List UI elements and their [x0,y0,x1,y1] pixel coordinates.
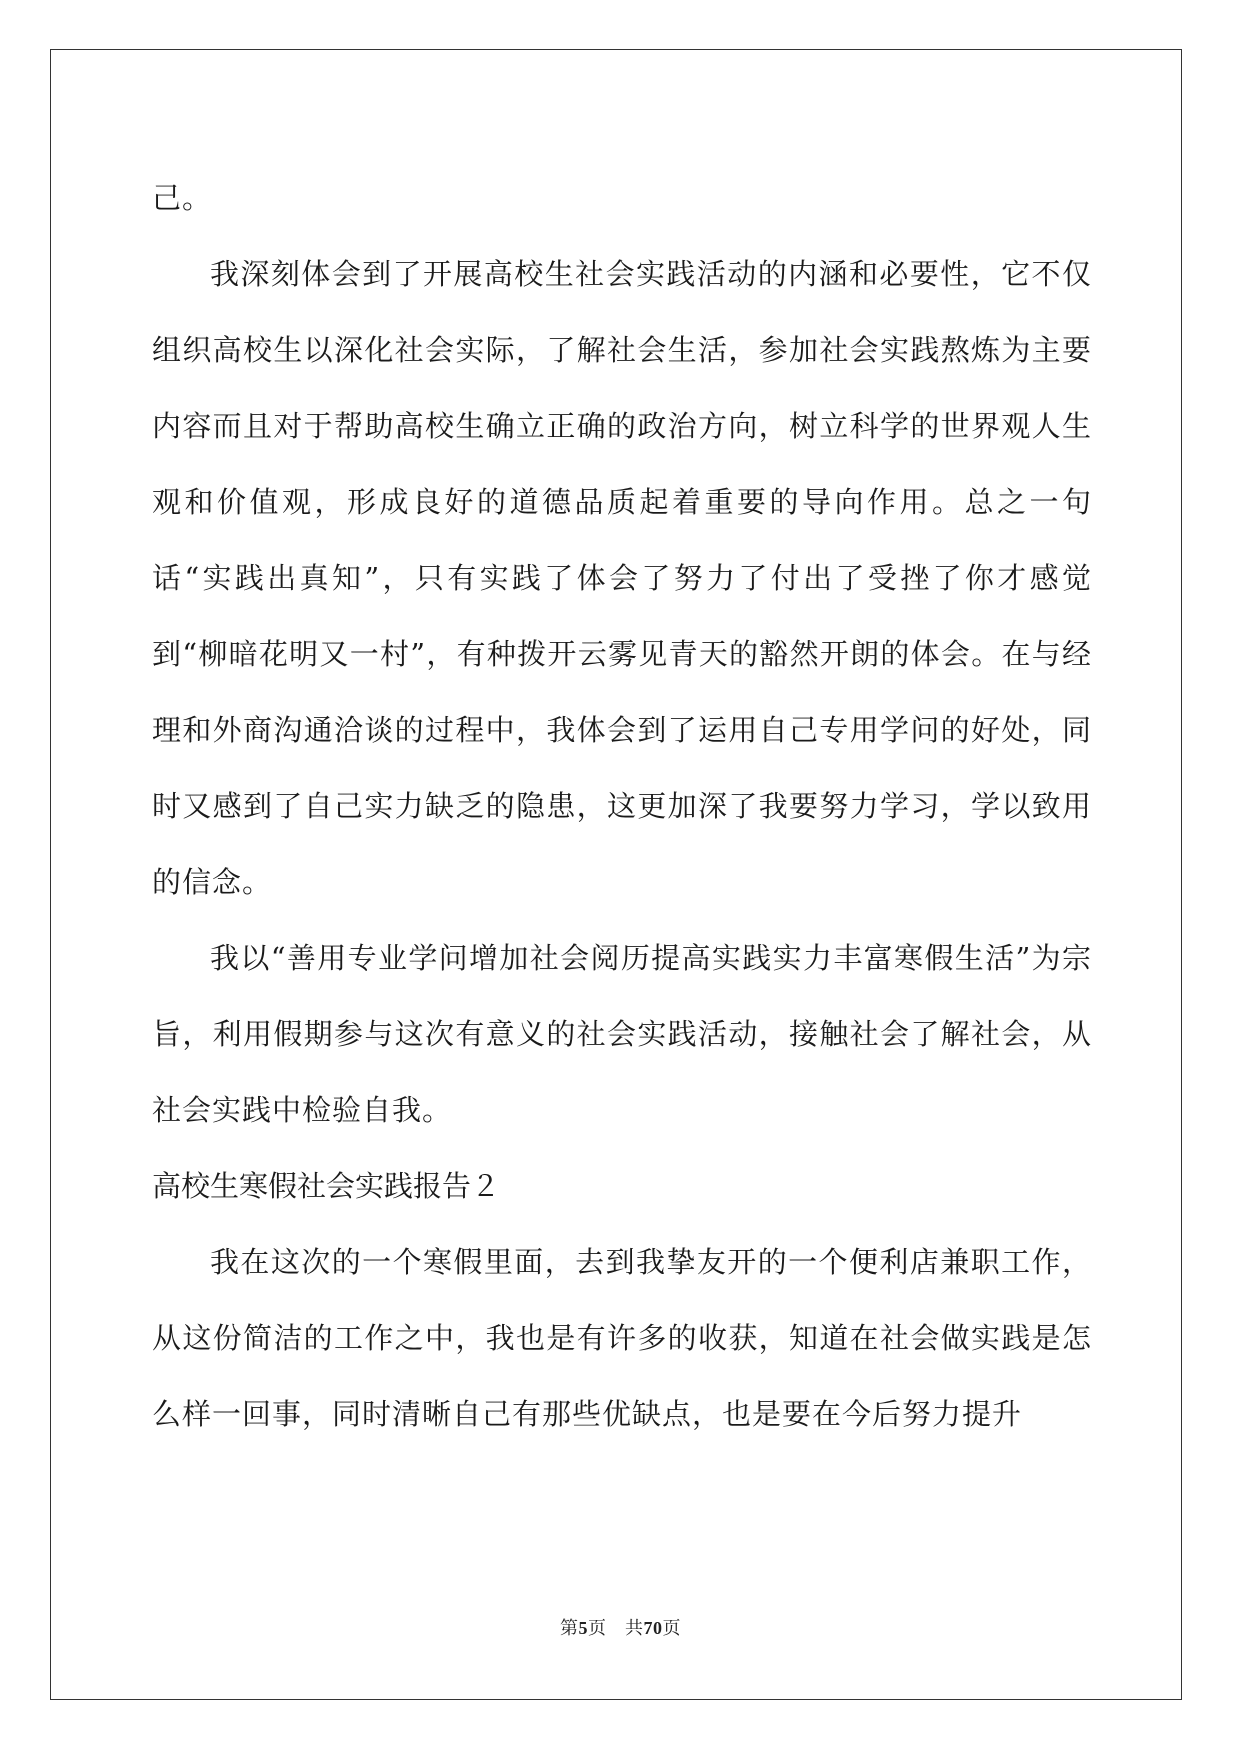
paragraph-continuation: 己。 [152,181,213,215]
paragraph-purpose: 我以“善用专业学问增加社会阅历提高实践实力丰富寒假生活”为宗旨，利用假期参与这次有意义的社会实践活动，接触社会了解社会，从社会实践中检验自我。 [152,941,1092,1127]
paragraph-practice-reflection: 我深刻体会到了开展高校生社会实践活动的内涵和必要性，它不仅组织高校生以深化社会实际，了解社会生活，参加社会实践熬炼为主要内容而且对于帮助高校生确立正确的政治方向，树立科学的世界观人生观和价值观，形成良好的道德品质起着重要的导向作用。总之一句话“实践出真知”，只有实践了体会了努力了付出了受挫了你才感觉到“柳暗花明又一村”，有种拨开云雾见青天的豁然开朗的体会。在与经理和外商沟通洽谈的过程中，我体会到了运用自己专用学问的好处，同时又感到了自己实力缺乏的隐患，这更加深了我要努力学习，学以致用的信念。 [152,257,1092,899]
document-body [152,160,1092,1452]
section-heading: 高校生寒假社会实践报告２ [152,1169,501,1203]
total-pages: 70 [643,1618,663,1638]
footer-mid: 页 共 [588,1618,644,1639]
footer-prefix: 第 [560,1618,579,1639]
footer-suffix: 页 [662,1618,681,1639]
paragraph-store-job: 我在这次的一个寒假里面，去到我挚友开的一个便利店兼职工作，从这份简洁的工作之中，我也是有许多的收获，知道在社会做实践是怎么样一回事，同时清晰自己有那些优缺点，也是要在今后努力提升 [152,1245,1092,1431]
page-number: 5 [578,1618,588,1638]
page-footer [0,1614,1241,1640]
